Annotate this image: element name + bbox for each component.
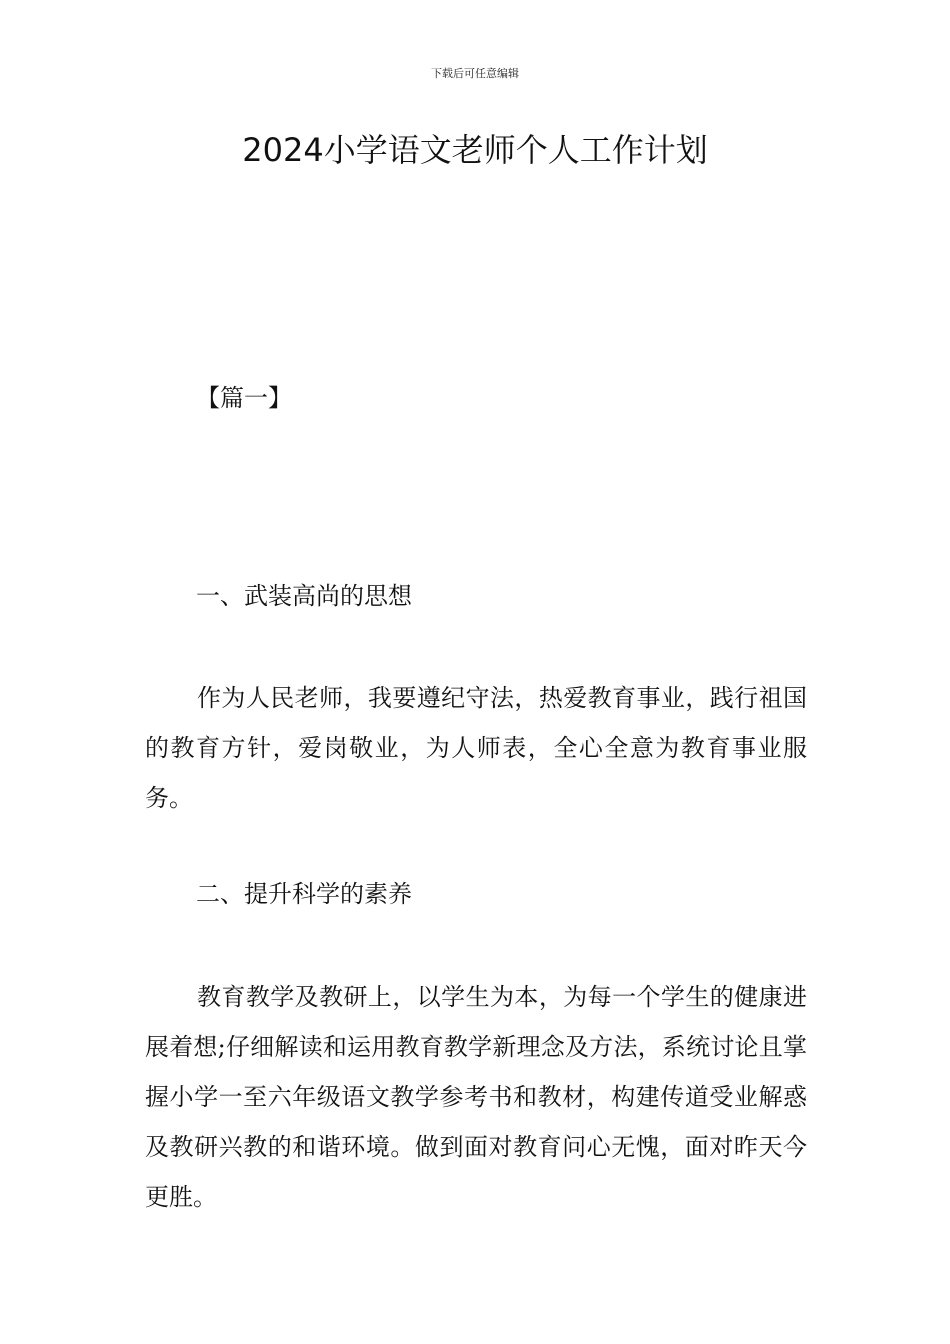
section-paragraph-2: 教育教学及教研上，以学生为本，为每一个学生的健康进展着想;仔细解读和运用教育教学新理念及方法，系统讨论且掌握小学一至六年级语文教学参考书和教材，构建传道受业解惑及教研兴教的和谐环境。做到面对教育问心无愧，面对昨天今更胜。	[145, 983, 807, 1211]
section-heading-1: 一、武装高尚的思想	[196, 582, 412, 610]
section-label: 【篇一】	[196, 384, 292, 412]
section-heading-2: 二、提升科学的素养	[196, 880, 412, 908]
document-title: 2024小学语文老师个人工作计划	[242, 131, 708, 169]
section-paragraph-1: 作为人民老师，我要遵纪守法，热爱教育事业，践行祖国的教育方针，爱岗敬业，为人师表，全心全意为教育事业服务。	[145, 684, 807, 812]
header-note: 下载后可任意编辑	[431, 67, 519, 80]
